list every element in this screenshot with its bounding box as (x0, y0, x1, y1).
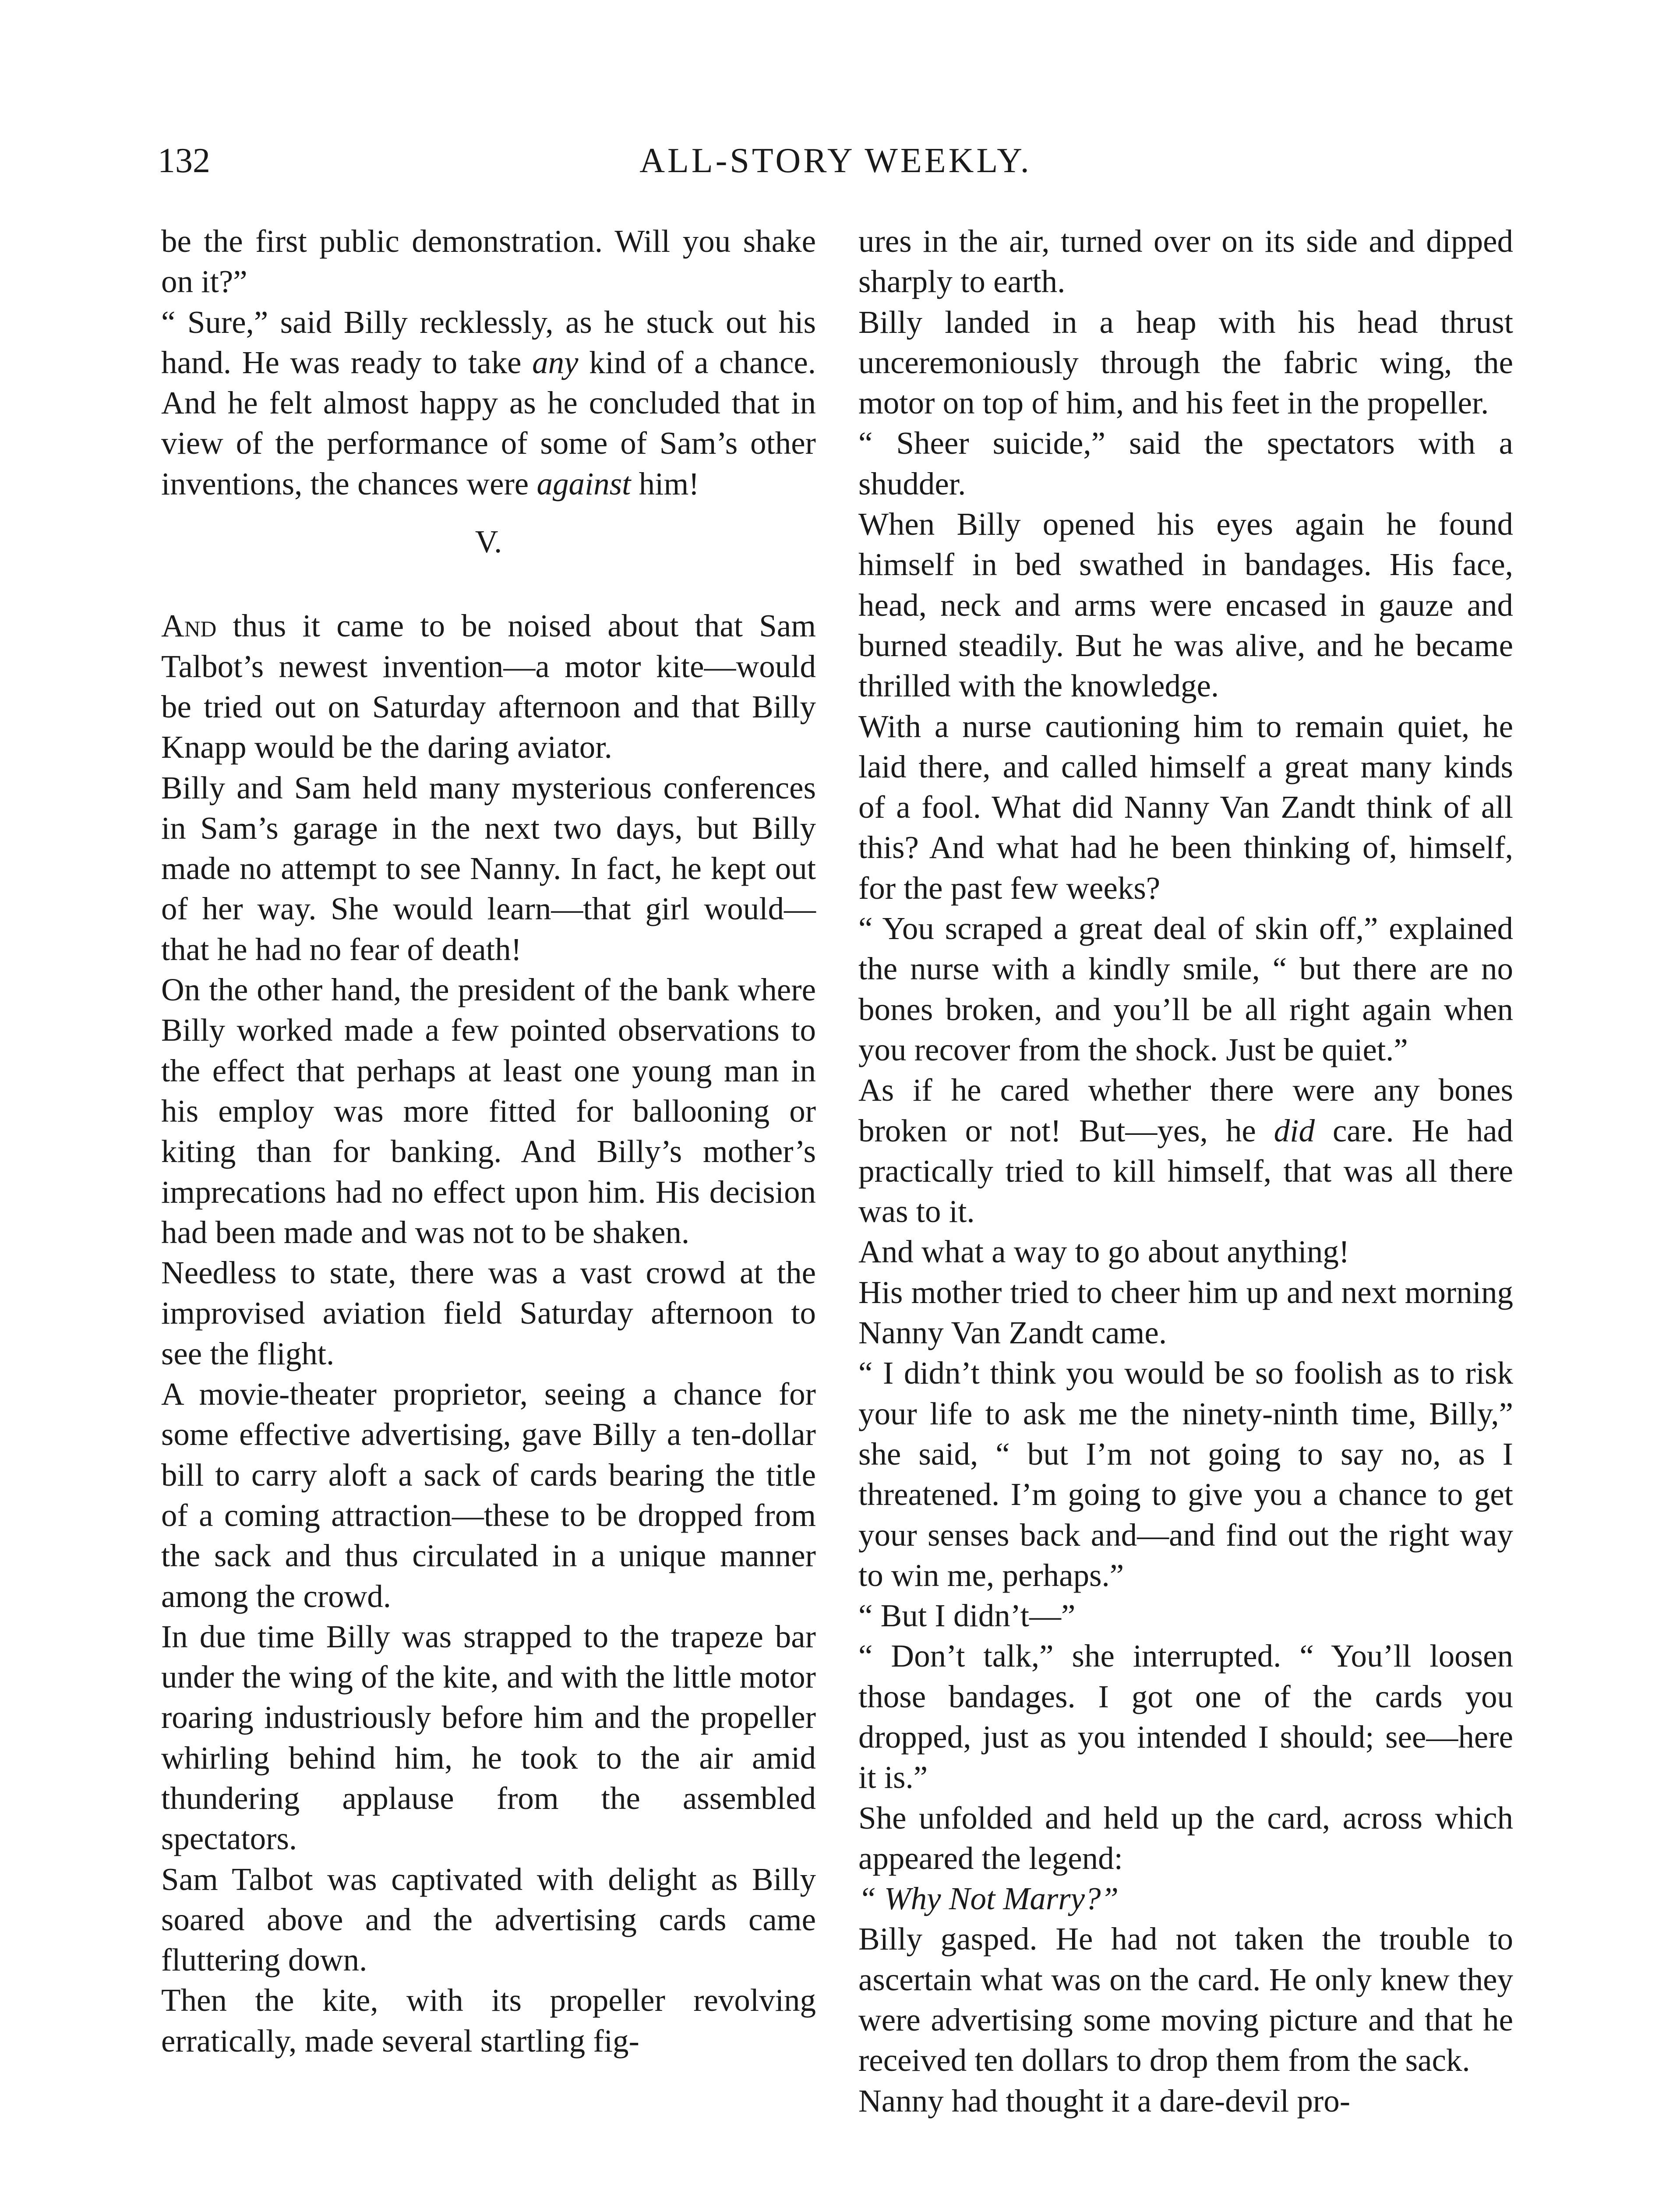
paragraph: On the other hand, the president of the bank where Billy worked made a few pointed observations to the effect that perhaps at least one young man in his employ was more fitted for ballooning or kiting than for banking. And Billy’s mother’s imprecations had no effect upon him. His decision had been made and was not to be shaken. (161, 972, 816, 1250)
paragraph: Nanny had thought it a dare-devil pro- (858, 2083, 1351, 2119)
card-legend: “ Why Not Marry?” (858, 1881, 1119, 1917)
running-title: ALL-STORY WEEKLY. (639, 141, 1032, 180)
paragraph: Then the kite, with its propeller revolving erratically, made several startling fig- (161, 1982, 816, 2059)
paragraph: Billy and Sam held many mysterious conferences in Sam’s garage in the next two days, but Billy made no attempt to see Nanny. In fact, he kept out of her way. She would learn—that girl would—that he had no fear of death! (161, 770, 816, 967)
paragraph: ures in the air, turned over on its side and dipped sharply to earth. (858, 223, 1513, 300)
paragraph: And thus it came to be noised about that Sam Talbot’s newest invention—a motor kite—would be tried out on Saturday afternoon and that Billy Knapp would be the daring aviator. (161, 608, 816, 765)
paragraph: “ I didn’t think you would be so foolish as to risk your life to ask me the ninety-ninth time, Billy,” she said, “ but I’m not going to say no, as I threatened. I’m going to give you a chance to get your senses back and—and find out the right way to win me, perhaps.” (858, 1355, 1513, 1593)
paragraph: Billy landed in a heap with his head thrust unceremoniously through the fabric wing, the motor on top of him, and his feet in the propeller. (858, 304, 1513, 421)
right-column (858, 221, 1513, 2121)
emphasis: any (532, 344, 579, 380)
paragraph: Needless to state, there was a vast crowd at the improvised aviation field Saturday afternoon to see the flight. (161, 1255, 816, 1371)
page-header (158, 141, 1514, 194)
left-column (161, 221, 816, 2061)
paragraph: “ Sure,” said Billy recklessly, as he stuck out his hand. He was ready to take any kind of a chance. And he felt almost happy as he concluded that in view of the performance of some of Sam’s other inventions, the chances were against him! (161, 304, 816, 502)
paragraph: “ But I didn’t—” (858, 1598, 1076, 1634)
paragraph: His mother tried to cheer him up and next morning Nanny Van Zandt came. (858, 1274, 1513, 1351)
lead-in: And (161, 608, 217, 644)
paragraph: With a nurse cautioning him to remain quiet, he laid there, and called himself a great many kinds of a fool. What did Nanny Van Zandt think of all this? And what had he been thinking of, himself, for the past few weeks? (858, 708, 1513, 906)
paragraph: “ Don’t talk,” she interrupted. “ You’ll loosen those bandages. I got one of the cards you dropped, just as you intended I should; see—here it is.” (858, 1638, 1513, 1795)
paragraph: And what a way to go about anything! (858, 1234, 1350, 1270)
paragraph: A movie-theater proprietor, seeing a chance for some effective advertising, gave Billy a ten-dollar bill to carry aloft a sack of cards bearing the title of a coming attraction—these to be dropped from the sack and thus circulated in a unique manner among the crowd. (161, 1376, 816, 1614)
paragraph: She unfolded and held up the card, across which appeared the legend: (858, 1800, 1513, 1876)
paragraph: “ Sheer suicide,” said the spectators with a shudder. (858, 425, 1513, 502)
emphasis: against (536, 466, 631, 502)
paragraph: Sam Talbot was captivated with delight as Billy soared above and the advertising cards came fluttering down. (161, 1861, 816, 1978)
paragraph: be the first public demonstration. Will you shake on it?” (161, 223, 816, 300)
section-heading: V. (475, 524, 502, 560)
paragraph: Billy gasped. He had not taken the trouble to ascertain what was on the card. He only knew they were advertising some moving picture and that he received ten dollars to drop them from the sack. (858, 1921, 1513, 2078)
paragraph: In due time Billy was strapped to the trapeze bar under the wing of the kite, and with the little motor roaring industriously before him and the propeller whirling behind him, he took to the air amid thundering applause from the assembled spectators. (161, 1618, 816, 1857)
emphasis: did (1274, 1113, 1315, 1148)
page-number: 132 (158, 141, 210, 180)
paragraph: When Billy opened his eyes again he found himself in bed swathed in bandages. His face, head, neck and arms were encased in gauze and burned steadily. But he was alive, and he became thrilled with the knowledge. (858, 506, 1513, 704)
paragraph: As if he cared whether there were any bones broken or not! But—yes, he did care. He had practically tried to kill himself, that was all there was to it. (858, 1072, 1513, 1229)
paragraph: “ You scraped a great deal of skin off,” explained the nurse with a kindly smile, “ but there are no bones broken, and you’ll be all right again when you recover from the shock. Just be quiet.” (858, 911, 1513, 1067)
